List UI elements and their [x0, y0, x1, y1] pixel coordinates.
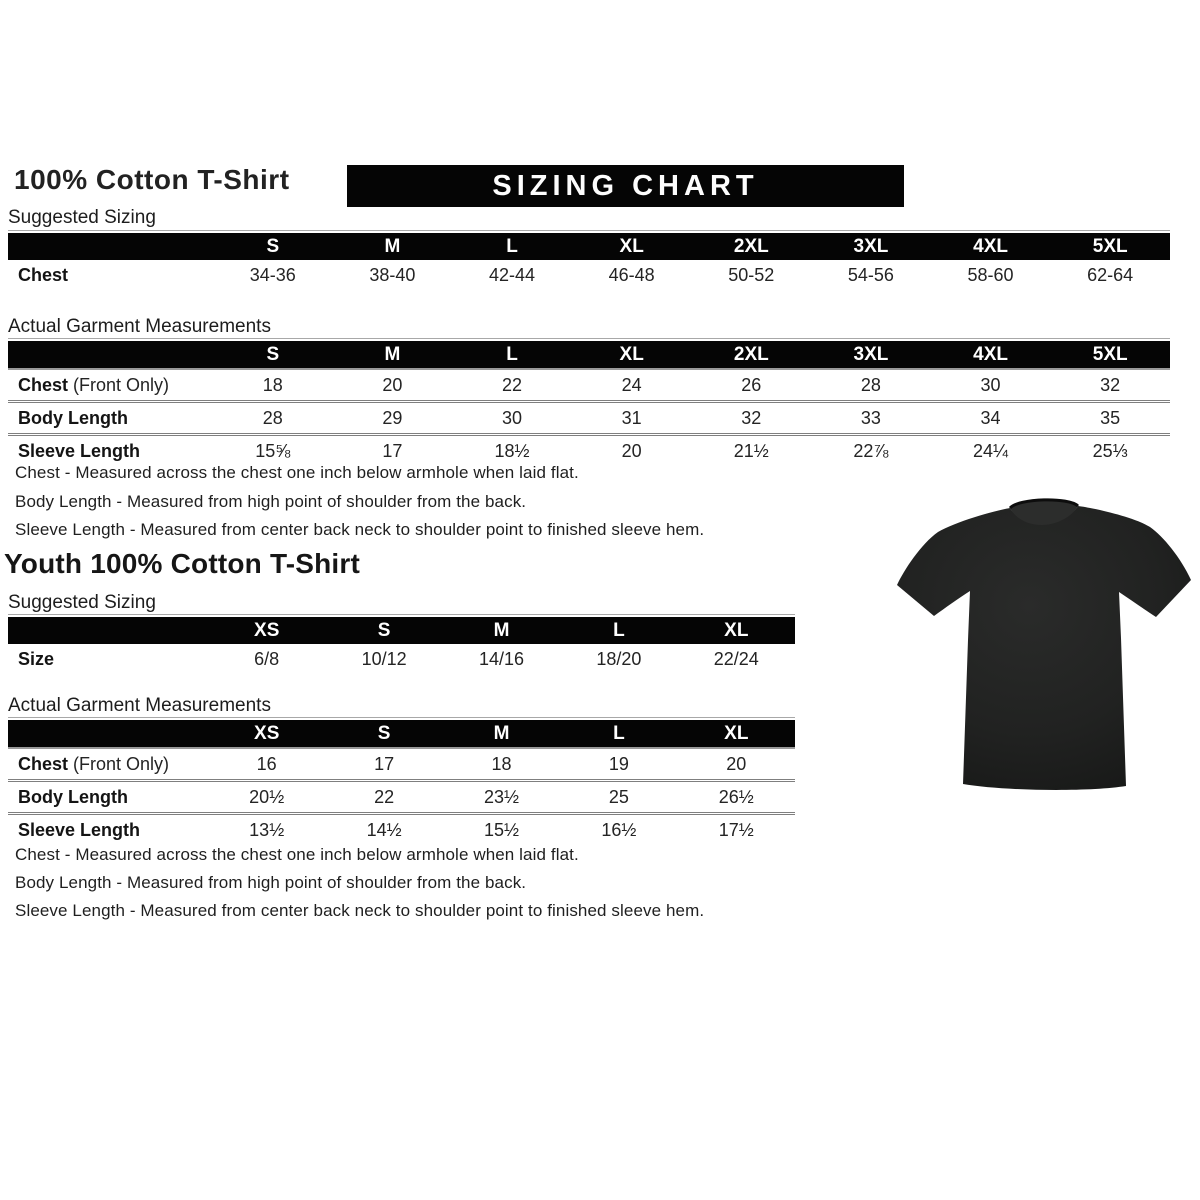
size-column-header: L — [560, 617, 677, 644]
body-length-cell: 31 — [572, 402, 692, 435]
size-column-header: XL — [678, 720, 795, 748]
chest-measure-cell: 22 — [502, 374, 523, 395]
youth-size-cell: 6/8 — [254, 648, 280, 669]
size-column-header: L — [452, 233, 572, 260]
body-length-cell: 32 — [692, 402, 812, 435]
sleeve-length-cell: 24¼ — [931, 435, 1051, 467]
size-column-header: XS — [208, 720, 325, 748]
sleeve-length-cell: 15⅝ — [213, 435, 333, 467]
chest-measure-cell: 24 — [621, 374, 642, 395]
size-column-header: L — [560, 720, 677, 748]
divider-line — [8, 338, 1170, 339]
tshirt-product-image — [893, 490, 1195, 800]
row-label: Chest (Front Only) — [18, 374, 170, 395]
table-row — [8, 781, 795, 814]
table-row — [8, 814, 795, 846]
size-column-header: S — [325, 720, 442, 748]
size-column-header: M — [333, 341, 453, 369]
sleeve-length-note: Sleeve Length - Measured from center back neck to shoulder point to finished sleeve hem. — [15, 520, 705, 539]
chest-measure-cell: 32 — [1100, 374, 1121, 395]
body-length-cell: 26½ — [678, 781, 795, 814]
size-column-header: 4XL — [931, 341, 1051, 369]
chest-measure-cell: 17 — [374, 753, 395, 774]
sleeve-length-note: Sleeve Length - Measured from center back neck to shoulder point to finished sleeve hem. — [15, 901, 705, 920]
header-spacer-cell — [8, 617, 208, 644]
table-row — [8, 644, 795, 674]
size-column-header: XL — [572, 341, 692, 369]
chest-measure-cell: 28 — [860, 374, 881, 395]
chest-measure-cell: 30 — [980, 374, 1001, 395]
table-header-row — [8, 617, 795, 644]
adult-suggested-sizing-label: Suggested Sizing — [8, 207, 156, 228]
size-column-header: M — [333, 233, 453, 260]
youth-size-cell: 18/20 — [596, 648, 642, 669]
header-spacer-cell — [8, 233, 213, 260]
sleeve-length-cell: 14½ — [325, 814, 442, 846]
chest-measure-cell: 19 — [608, 753, 629, 774]
body-length-cell: 30 — [452, 402, 572, 435]
body-length-note: Body Length - Measured from high point of shoulder from the back. — [15, 873, 527, 892]
chest-measure-cell: 18 — [262, 374, 283, 395]
youth-actual-measurements-label: Actual Garment Measurements — [8, 695, 271, 716]
size-column-header: M — [443, 720, 560, 748]
divider-line — [8, 614, 795, 615]
sleeve-length-cell: 18½ — [452, 435, 572, 467]
size-column-header: XS — [208, 617, 325, 644]
chest-range-cell: 46-48 — [608, 264, 655, 285]
chest-measure-cell: 20 — [382, 374, 403, 395]
adult-actual-measurements-label: Actual Garment Measurements — [8, 316, 271, 337]
chest-range-cell: 58-60 — [967, 264, 1014, 285]
table-header-row — [8, 341, 1170, 369]
table-header-row — [8, 233, 1170, 260]
chest-measure-cell: 16 — [256, 753, 277, 774]
sleeve-length-cell: 15½ — [443, 814, 560, 846]
sleeve-length-cell: 17 — [333, 435, 453, 467]
sleeve-length-cell: 16½ — [560, 814, 677, 846]
row-label: Sleeve Length — [8, 435, 213, 467]
divider-line — [8, 230, 1170, 231]
body-length-cell: 25 — [560, 781, 677, 814]
table-header-row — [8, 720, 795, 748]
body-length-cell: 33 — [811, 402, 931, 435]
sleeve-length-cell: 13½ — [208, 814, 325, 846]
table-row — [8, 260, 1170, 290]
size-column-header: 2XL — [692, 341, 812, 369]
body-length-cell: 29 — [333, 402, 453, 435]
chest-range-cell: 50-52 — [728, 264, 775, 285]
chest-range-cell: 42-44 — [489, 264, 536, 285]
size-column-header: XL — [572, 233, 692, 260]
row-label: Size — [18, 648, 55, 669]
youth-suggested-sizing-label: Suggested Sizing — [8, 592, 156, 613]
page-title: 100% Cotton T-Shirt — [14, 164, 290, 195]
size-column-header: 3XL — [811, 233, 931, 260]
body-length-cell: 35 — [1050, 402, 1170, 435]
body-length-note: Body Length - Measured from high point of shoulder from the back. — [15, 492, 527, 511]
youth-actual-measurements-table — [8, 720, 795, 845]
sizing-chart-banner: SIZING CHART — [347, 165, 904, 207]
body-length-cell: 20½ — [208, 781, 325, 814]
chest-range-cell: 34-36 — [249, 264, 296, 285]
divider-line — [8, 717, 795, 718]
youth-size-cell: 10/12 — [361, 648, 407, 669]
row-label: Body Length — [8, 402, 213, 435]
chest-note: Chest - Measured across the chest one inch below armhole when laid flat. — [15, 463, 579, 482]
size-column-header: S — [213, 233, 333, 260]
size-column-header: 2XL — [692, 233, 812, 260]
size-column-header: 5XL — [1050, 233, 1170, 260]
adult-actual-measurements-table — [8, 341, 1170, 466]
size-column-header: L — [452, 341, 572, 369]
table-row — [8, 402, 1170, 435]
size-column-header: XL — [678, 617, 795, 644]
size-column-header: S — [325, 617, 442, 644]
row-label: Chest — [18, 264, 69, 285]
sleeve-length-cell: 17½ — [678, 814, 795, 846]
row-label: Chest (Front Only) — [18, 753, 170, 774]
adult-suggested-sizing-table — [8, 233, 1170, 290]
chest-range-cell: 54-56 — [847, 264, 894, 285]
youth-size-cell: 14/16 — [478, 648, 524, 669]
table-row — [8, 369, 1170, 402]
chest-note: Chest - Measured across the chest one inch below armhole when laid flat. — [15, 845, 579, 864]
chest-range-cell: 38-40 — [369, 264, 416, 285]
sleeve-length-cell: 21½ — [692, 435, 812, 467]
chest-measure-cell: 26 — [741, 374, 762, 395]
chest-measure-cell: 20 — [726, 753, 747, 774]
table-row — [8, 748, 795, 781]
size-column-header: 3XL — [811, 341, 931, 369]
body-length-cell: 23½ — [443, 781, 560, 814]
body-length-cell: 28 — [213, 402, 333, 435]
size-column-header: M — [443, 617, 560, 644]
chest-measure-cell: 18 — [491, 753, 512, 774]
row-label: Sleeve Length — [8, 814, 208, 846]
size-column-header: 5XL — [1050, 341, 1170, 369]
chest-range-cell: 62-64 — [1087, 264, 1134, 285]
youth-suggested-sizing-table — [8, 617, 795, 674]
youth-section-title: Youth 100% Cotton T-Shirt — [4, 548, 361, 579]
youth-size-cell: 22/24 — [713, 648, 759, 669]
row-label: Body Length — [8, 781, 208, 814]
header-spacer-cell — [8, 720, 208, 748]
size-column-header: S — [213, 341, 333, 369]
body-length-cell: 34 — [931, 402, 1051, 435]
table-row — [8, 435, 1170, 467]
size-column-header: 4XL — [931, 233, 1051, 260]
sleeve-length-cell: 20 — [572, 435, 692, 467]
header-spacer-cell — [8, 341, 213, 369]
sleeve-length-cell: 25⅓ — [1050, 435, 1170, 467]
body-length-cell: 22 — [325, 781, 442, 814]
sleeve-length-cell: 22⅞ — [811, 435, 931, 467]
